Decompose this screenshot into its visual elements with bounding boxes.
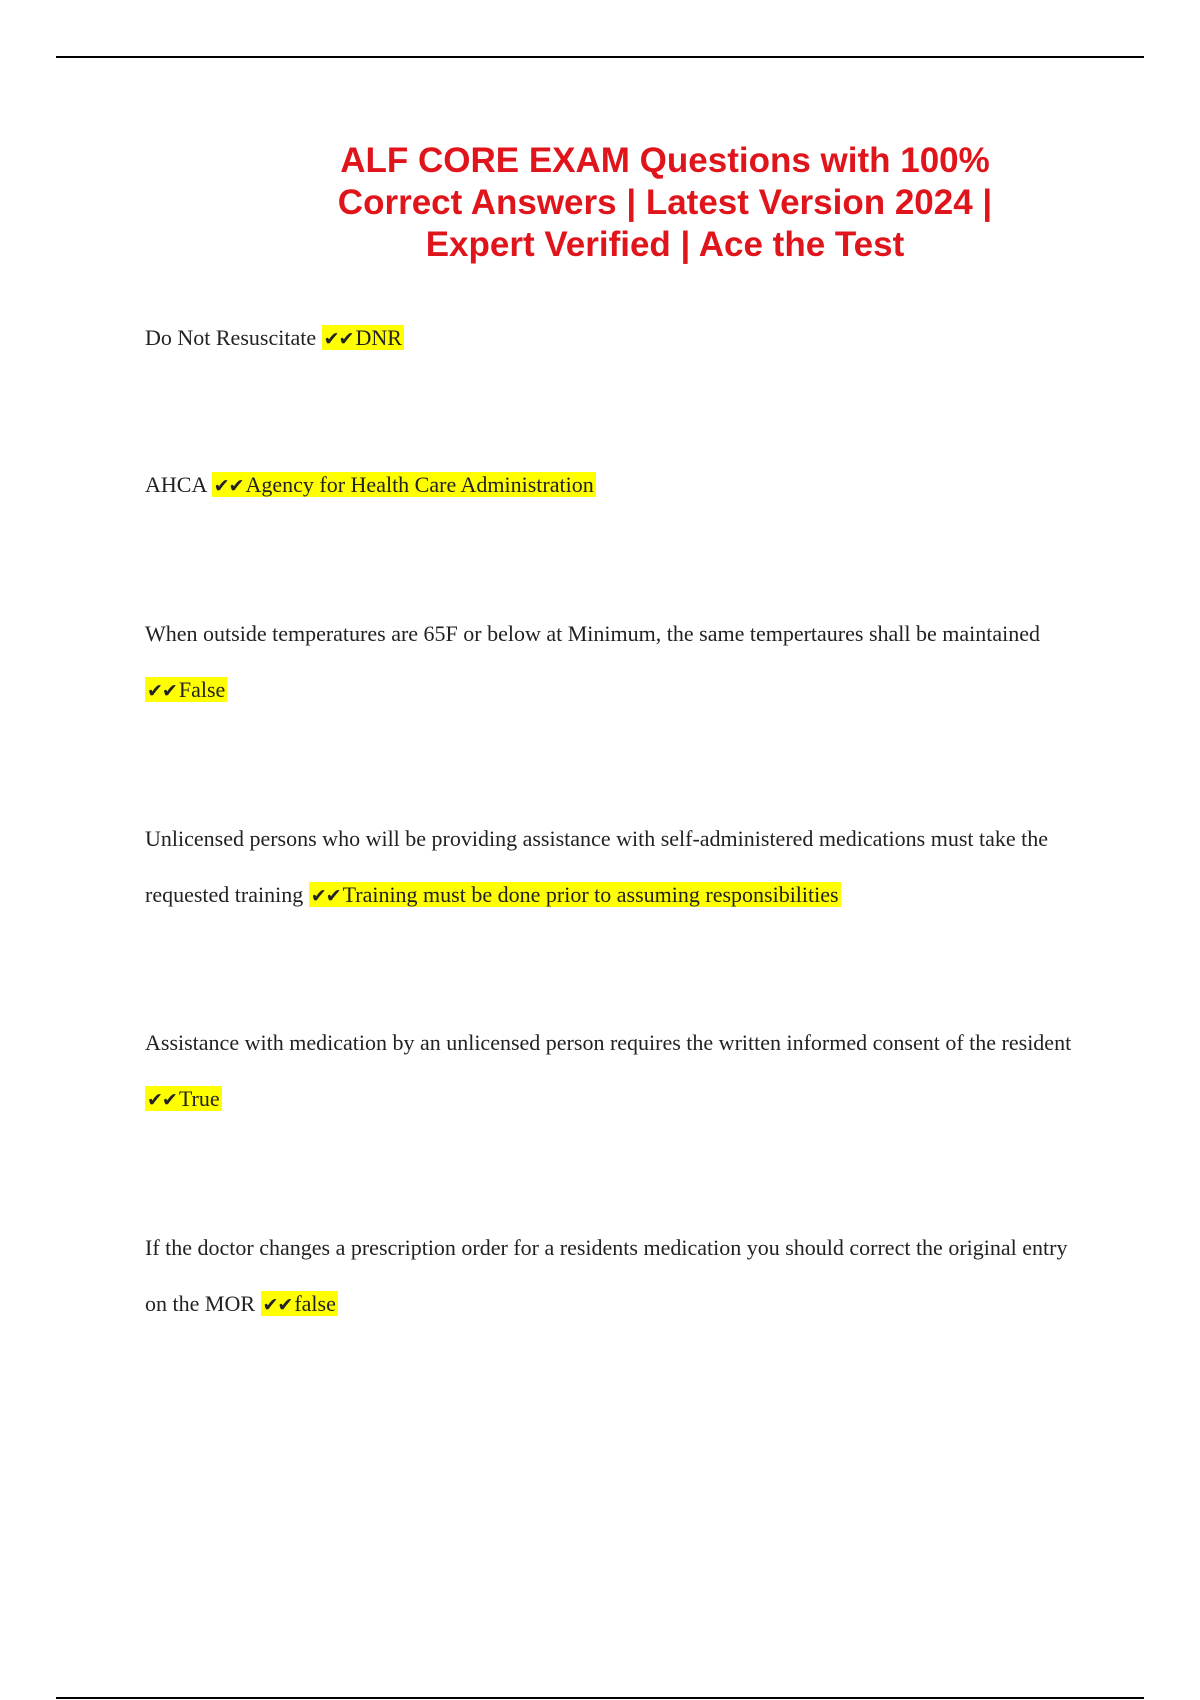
qa-item-1 [145, 310, 1080, 367]
answer-text: True [178, 1086, 220, 1111]
answer-text: Training must be done prior to assuming responsibilities [342, 882, 839, 907]
answer-highlight [145, 1086, 222, 1111]
check-mark-icon: ✔✔ [147, 680, 177, 702]
answer-highlight [309, 882, 841, 907]
qa-item-5 [145, 1015, 1080, 1128]
answer-highlight [212, 472, 596, 497]
question-text: When outside temperatures are 65F or below at Minimum, the same tempertaures shall be maintained [145, 621, 1041, 646]
qa-item-3 [145, 606, 1080, 719]
answer-text: DNR [355, 325, 402, 350]
top-rule [56, 56, 1144, 58]
question-text: Do Not Resuscitate [145, 325, 317, 350]
answer-highlight [322, 325, 404, 350]
check-mark-icon: ✔✔ [262, 1294, 293, 1316]
check-mark-icon: ✔✔ [147, 1089, 177, 1111]
document-title: ALF CORE EXAM Questions with 100% Correct Answers | Latest Version 2024 | Expert Verified | Ace the Test [337, 141, 993, 264]
question-text: AHCA [145, 472, 207, 497]
check-mark-icon: ✔✔ [323, 328, 354, 350]
answer-text: False [178, 677, 226, 702]
answer-highlight [145, 677, 227, 702]
answer-text: Agency for Health Care Administration [245, 472, 594, 497]
bottom-rule [56, 1697, 1144, 1699]
question-text: Unlicensed persons who will be providing assistance with self-administered medications must take the requested training [145, 826, 1049, 907]
check-mark-icon: ✔✔ [213, 475, 244, 497]
qa-item-6 [145, 1220, 1080, 1333]
check-mark-icon: ✔✔ [310, 885, 341, 907]
question-text: If the doctor changes a prescription order for a residents medication you should correct the original entry on the MOR [145, 1235, 1068, 1316]
qa-item-2 [145, 457, 1080, 514]
answer-highlight [261, 1291, 338, 1316]
answer-text: false [294, 1291, 336, 1316]
qa-item-4 [145, 811, 1080, 924]
question-text: Assistance with medication by an unlicensed person requires the written informed consent of the resident [145, 1030, 1072, 1055]
